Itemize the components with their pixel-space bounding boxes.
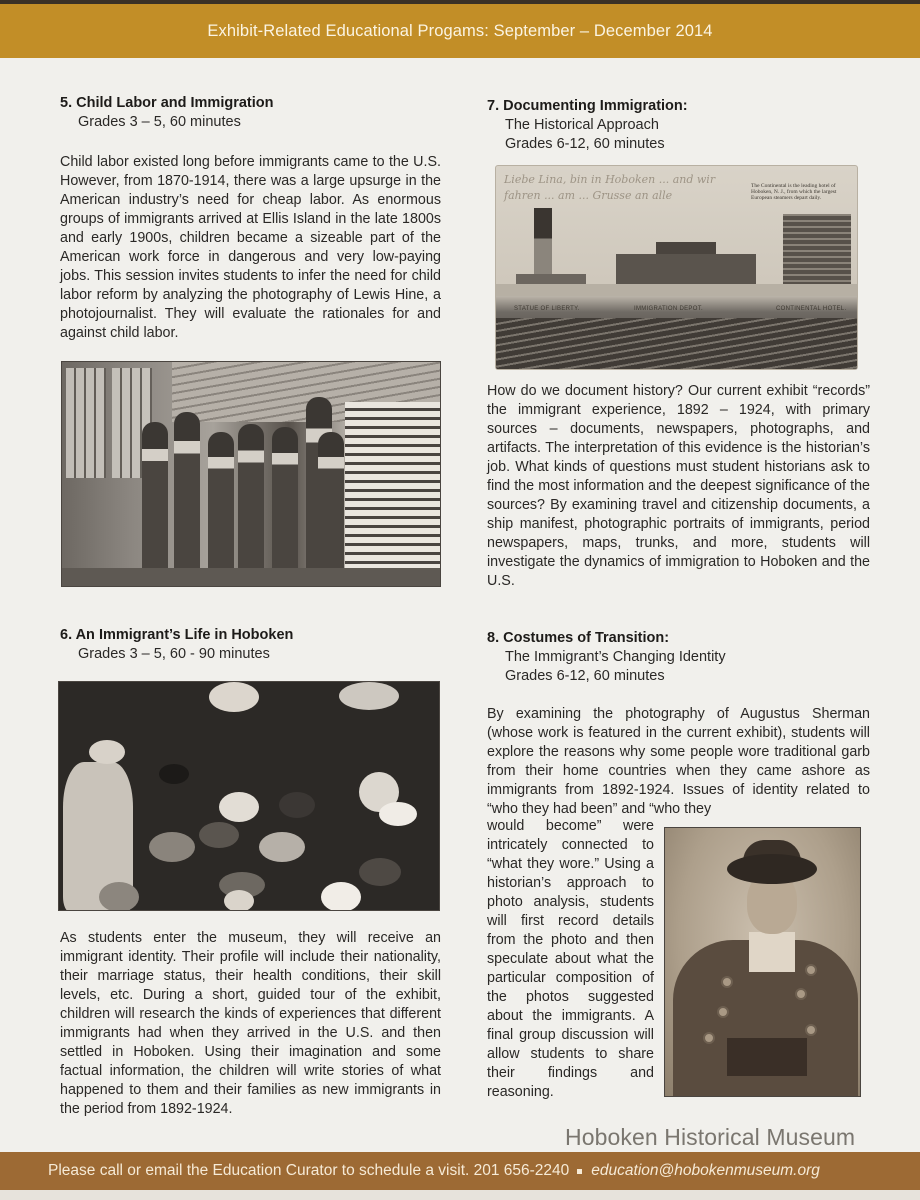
postcard-image — [495, 165, 858, 370]
program-description: As students enter the museum, they will receive an immigrant identity. Their profile will include their nationality, their marriage status, their health conditions, their skill levels, etc. During a short, guided tour of the exhibit, children will research the kinds of experiences that different immigrants had when they arrived in the U.S. and then settled in Hoboken. Using their imagination and some factual information, the children will write stories of what happened to them and their families as new immigrants in the period from 1892-1924. — [60, 930, 441, 1117]
immigration-depot-drawing — [616, 254, 756, 284]
page-bottom-edge — [0, 1190, 920, 1200]
program-description-top: By examining the photography of Augustus Sherman (whose work is featured in the current exhibit), students will explore the reasons why some people wore traditional garb from their home countries when they came ashore as immigrants from 1892-1924. Issues of identity related to “who they had been” and “who they — [487, 706, 870, 817]
program-title: 6. An Immigrant’s Life in Hoboken — [60, 627, 294, 643]
program-subtitle: The Immigrant’s Changing Identity — [505, 649, 726, 665]
program-5 — [60, 94, 441, 343]
postcard-label: IMMIGRATION DEPOT. — [634, 306, 703, 312]
footer-band — [0, 1152, 920, 1190]
child-mill-workers-photo — [61, 361, 441, 587]
header-band — [0, 4, 920, 58]
statue-of-liberty-drawing — [534, 208, 552, 276]
page-title: Exhibit-Related Educational Progams: September – December 2014 — [207, 21, 713, 40]
continental-hotel-drawing — [783, 214, 851, 286]
program-7 — [487, 97, 870, 154]
immigrant-portrait-photo — [664, 827, 861, 1097]
program-description: How do we document history? Our current exhibit “records” the immigrant experience, 1892 – 1924, with primary sources – documents, newspapers, photographs, and artifacts. The interpretation of this evidence is the historian’s job. What kinds of questions must student historians ask to find the most information and the deepest significance of the sources? By examining travel and citizenship documents, a ship manifest, photographic portraits of immigrants, period newspapers, maps, trunks, and more, students will investigate the dynamics of immigration to Hoboken and the U.S. — [487, 383, 870, 589]
program-6 — [60, 626, 441, 664]
immigrant-crowd-photo — [58, 681, 440, 911]
program-grades: Grades 3 – 5, 60 minutes — [78, 114, 241, 130]
footer-contact-text: Please call or email the Education Curator to schedule a visit. 201 656-2240 — [48, 1162, 570, 1179]
museum-watermark: Hoboken Historical Museum — [565, 1124, 856, 1150]
program-8 — [487, 629, 870, 819]
footer-email-link[interactable]: education@hobokenmuseum.org — [591, 1162, 820, 1179]
program-title: 5. Child Labor and Immigration — [60, 95, 274, 111]
postcard-label: STATUE OF LIBERTY. — [514, 306, 580, 312]
program-grades: Grades 6-12, 60 minutes — [505, 136, 665, 152]
program-title: 8. Costumes of Transition: — [487, 630, 670, 646]
postcard-handwriting: Liebe Lina, bin in Hoboken ... and wir fahren ... am ... Grusse an alle — [504, 173, 716, 202]
program-title: 7. Documenting Immigration: — [487, 98, 688, 114]
postcard-caption: The Continental is the leading hotel of Hoboken, N. J., from which the largest European steamers depart daily. — [751, 183, 837, 201]
program-grades: Grades 6-12, 60 minutes — [505, 668, 665, 684]
program-grades: Grades 3 – 5, 60 - 90 minutes — [78, 646, 270, 662]
program-description-wrap: would become” were intricately connected to “what they wore.” Using a historian’s approach to photo analysis, students will first record details from the photo and then speculate about what the particular composition of the photos suggested about the immigrants. A final group discussion will allow students to share their findings and reasoning. — [487, 818, 654, 1100]
program-subtitle: The Historical Approach — [505, 117, 659, 133]
program-description: Child labor existed long before immigrants came to the U.S. However, from 1870-1914, there was a large upsurge in the American industry’s need for cheap labor. As enormous groups of immigrants arrived at Ellis Island in the late 1800s and early 1900s, children became a sizeable part of the American work force in dangerous and very low-paying jobs. This session invites students to infer the need for child labor reform by analyzing the photography of Lewis Hine, a photojournalist. They will evaluate the rationales for and against child labor. — [60, 154, 441, 341]
postcard-label: CONTINENTAL HOTEL. — [776, 306, 847, 312]
bullet-separator-icon — [577, 1169, 582, 1174]
